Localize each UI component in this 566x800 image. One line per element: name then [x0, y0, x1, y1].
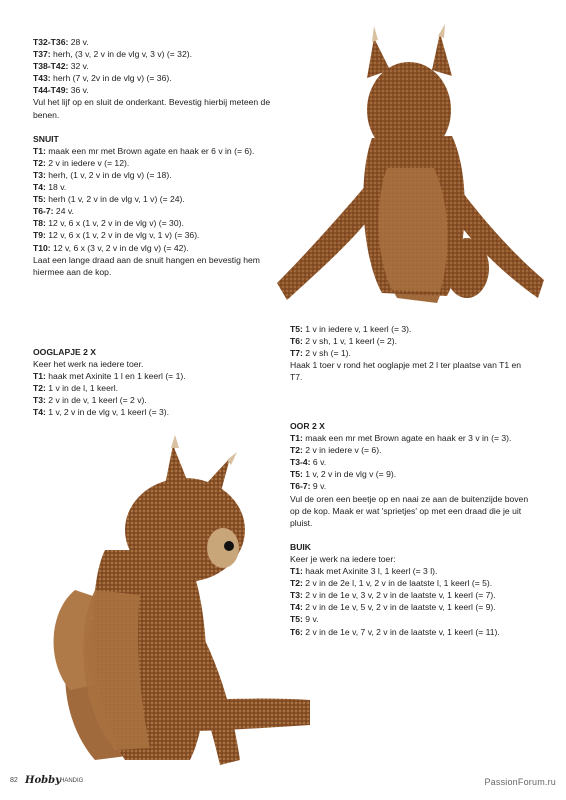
instruction-row: T5: 1 v, 2 v in de vlg v (= 9). — [290, 469, 397, 480]
section-heading-oor: OOR 2 X — [290, 421, 325, 431]
instruction-row: T2: 2 v in iedere v (= 12). — [33, 157, 130, 168]
section-heading-ooglapje: OOGLAPJE 2 X — [33, 347, 97, 357]
instruction-row: T7: 2 v sh (= 1). — [290, 348, 351, 359]
instruction-row: T3: herh, (1 v, 2 v in de vlg v) (= 18). — [33, 169, 172, 180]
section-intro: Keer het werk na iedere toer. — [33, 359, 144, 370]
brand-logo: Hobby — [25, 775, 61, 786]
instruction-row: T32-T36: 28 v. — [33, 37, 89, 47]
oor-note: Vul de oren een beetje op en naai ze aan de buitenzijde boven op de kop. Maak er wat 'sprietjes' op met een draad die je uit pluist. — [290, 493, 529, 528]
brand-suffix: HANDIG — [60, 778, 84, 784]
instruction-row: T43: herh (7 v, 2v in de vlg v) (= 36). — [33, 73, 172, 84]
body-note: Vul het lijf op en sluit de onderkant. Bevestig hierbij meteen de benen. — [33, 97, 271, 120]
instruction-row: T1: maak een mr met Brown agate en haak er 6 v in (= 6). — [33, 145, 255, 156]
pattern-column-ooglapje — [33, 334, 283, 419]
instruction-row: T3: 2 v in de v, 1 keerl (= 2 v). — [33, 395, 147, 406]
squirrel-side-photo — [15, 430, 315, 790]
instruction-row: T1: haak met Axinite 3 l, 1 keerl (= 3 l). — [290, 566, 438, 577]
page-footer — [10, 775, 556, 793]
section-heading-snuit: SNUIT — [33, 133, 59, 144]
instruction-row: T38-T42: 32 v. — [33, 61, 89, 72]
instruction-row: T3: 2 v in de 1e v, 3 v, 2 v in de laatste v, 1 keerl (= 7). — [290, 590, 496, 601]
instruction-row: T44-T49: 36 v. — [33, 85, 89, 96]
pattern-column-top — [33, 36, 293, 278]
instruction-row: T5: 9 v. — [290, 614, 319, 625]
pattern-column-oor-buik — [290, 408, 545, 638]
ooglapje-note: Haak 1 toer v rond het ooglapje met 2 l ter plaatse van T1 en T7. — [290, 360, 522, 383]
section-intro: Keer je werk na iedere toer: — [290, 553, 396, 564]
instruction-row: T5: herh (1 v, 2 v in de vlg v, 1 v) (= 24). — [33, 194, 185, 205]
watermark: PassionForum.ru — [484, 777, 556, 787]
instruction-row: T9: 12 v, 6 x (1 v, 2 v in de vlg v, 1 v) (= 36). — [33, 230, 200, 241]
instruction-row: T2: 2 v in iedere v (= 6). — [290, 445, 382, 456]
page-number: 82 — [10, 777, 18, 784]
instruction-row: T8: 12 v, 6 x (1 v, 2 v in de vlg v) (= 30). — [33, 218, 184, 229]
instruction-row: T1: maak een mr met Brown agate en haak er 3 v in (= 3). — [290, 433, 512, 444]
pattern-column-ooglapje-cont — [290, 323, 545, 383]
instruction-row: T6-7: 24 v. — [33, 206, 74, 217]
section-heading-buik: BUIK — [290, 541, 312, 552]
instruction-row: T10: 12 v, 6 x (3 v, 2 v in de vlg v) (= 42). — [33, 242, 189, 253]
instruction-row: T4: 1 v, 2 v in de vlg v, 1 keerl (= 3). — [33, 407, 170, 418]
instruction-row: T4: 18 v. — [33, 182, 67, 193]
instruction-row: T37: herh, (3 v, 2 v in de vlg v, 3 v) (= 32). — [33, 49, 192, 60]
squirrel-back-photo — [262, 18, 552, 318]
instruction-row: T4: 2 v in de 1e v, 5 v, 2 v in de laatste v, 1 keerl (= 9). — [290, 602, 496, 613]
instruction-row: T2: 1 v in de l, 1 keerl. — [33, 383, 119, 394]
instruction-row: T6: 2 v in de 1e v, 7 v, 2 v in de laatste v, 1 keerl (= 11). — [290, 626, 500, 637]
instruction-row: T6: 2 v sh, 1 v, 1 keerl (= 2). — [290, 336, 398, 347]
instruction-row: T6-7: 9 v. — [290, 481, 327, 492]
snuit-note: Laat een lange draad aan de snuit hangen en bevestig hem hiermee aan de kop. — [33, 254, 260, 277]
instruction-row: T3-4: 6 v. — [290, 457, 327, 468]
instruction-row: T1: haak met Axinite 1 l en 1 keerl (= 1). — [33, 371, 186, 382]
instruction-row: T5: 1 v in iedere v, 1 keerl (= 3). — [290, 324, 412, 334]
instruction-row: T2: 2 v in de 2e l, 1 v, 2 v in de laatste l, 1 keerl (= 5). — [290, 578, 493, 589]
